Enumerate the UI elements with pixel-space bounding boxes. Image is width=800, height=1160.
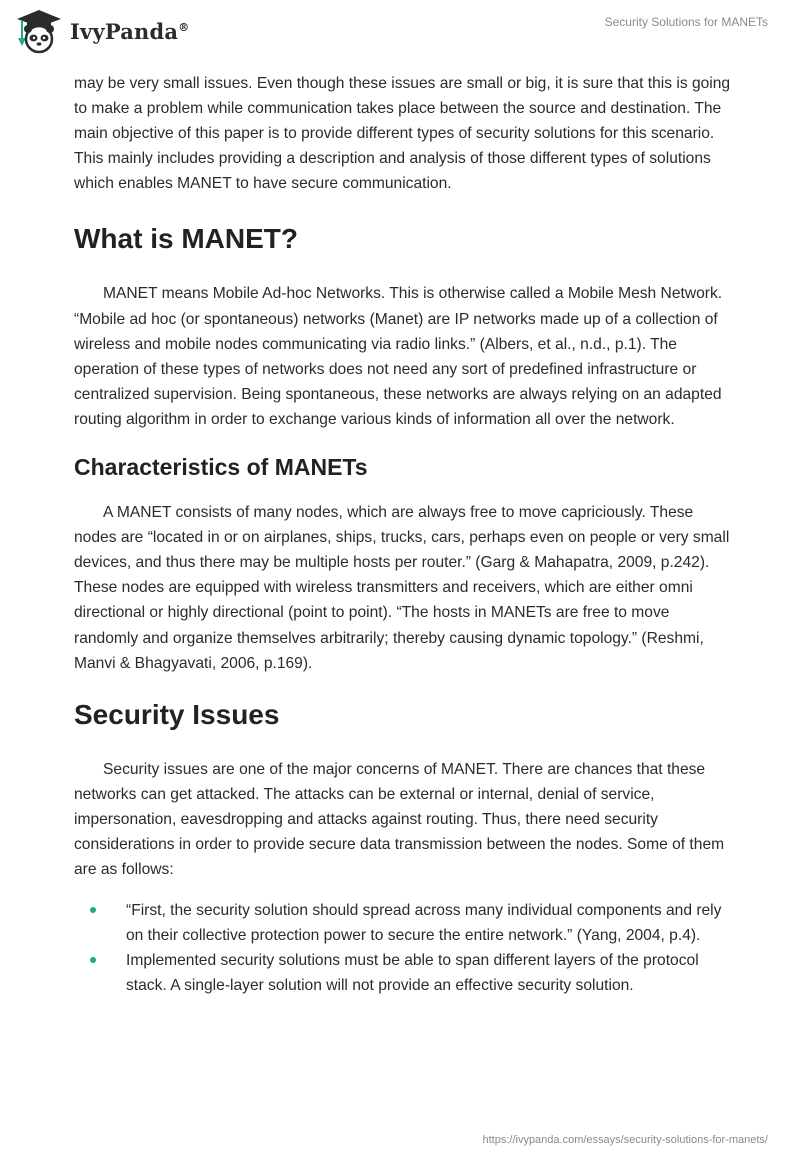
bullet-icon bbox=[90, 907, 96, 913]
panda-graduate-icon bbox=[14, 8, 64, 54]
source-url-link[interactable]: https://ivypanda.com/essays/security-solutions-for-manets/ bbox=[482, 1134, 768, 1146]
list-item-text: Implemented security solutions must be able to span different layers of the protocol stack. A single-layer solution will not provide an effective security solution. bbox=[126, 952, 699, 995]
brand-logo[interactable] bbox=[14, 8, 189, 54]
document-title: Security Solutions for MANETs bbox=[604, 15, 768, 29]
brand-name: IvyPanda® bbox=[70, 18, 190, 44]
page-header bbox=[0, 0, 800, 64]
security-considerations-list bbox=[74, 898, 734, 998]
article-body bbox=[74, 71, 734, 999]
list-item-text: “First, the security solution should spread across many individual components and rely on their collective protection power to secure the entire network.” (Yang, 2004, p.4). bbox=[126, 902, 722, 945]
bullet-icon bbox=[90, 957, 96, 963]
list-item bbox=[74, 898, 734, 948]
paragraph-what-is-manet: MANET means Mobile Ad-hoc Networks. This is otherwise called a Mobile Mesh Network. “Mobile ad hoc (or spontaneous) networks (Manet) are IP networks made up of a collection of wireless and mobile nodes communicating via radio links.” (Albers, et al., n.d., p.1). The operation of these types of networks does not need any sort of predefined infrastructure or centralized supervision. Being spontaneous, these networks are always relying on an adapted routing algorithm in order to exchange various kinds of information all over the network. bbox=[74, 285, 723, 428]
paragraph-security-issues: Security issues are one of the major concerns of MANET. There are chances that these networks can get attacked. The attacks can be external or internal, denial of service, impersonation, eavesdropping and attacks against routing. Thus, there need security considerations in order to provide secure data transmission between the nodes. Some of them are as follows: bbox=[74, 760, 725, 879]
paragraph-characteristics: A MANET consists of many nodes, which are always free to move capriciously. These nodes are “located in or on airplanes, ships, trucks, cars, perhaps even on people or very small devices, and thus there may be multiple hosts per router.” (Garg & Mahapatra, 2009, p.242). These nodes are equipped with wireless transmitters and receivers, which are either omni directional or highly directional (point to point). “The hosts in MANETs are free to move randomly and organize themselves arbitrarily; thereby causing dynamic topology.” (Reshmi, Manvi & Bhagyavati, 2006, p.169). bbox=[74, 504, 730, 672]
heading-what-is-manet: What is MANET? bbox=[74, 223, 298, 255]
intro-paragraph: may be very small issues. Even though these issues are small or big, it is sure that this is going to make a problem while communication takes place between the source and destination. The main objective of this paper is to provide different types of security solutions for this scenario. This mainly includes providing a description and analysis of those different types of solutions which enables MANET to have secure communication. bbox=[74, 75, 731, 193]
heading-security-issues: Security Issues bbox=[74, 698, 280, 730]
list-item bbox=[74, 948, 734, 998]
heading-characteristics: Characteristics of MANETs bbox=[74, 454, 368, 481]
